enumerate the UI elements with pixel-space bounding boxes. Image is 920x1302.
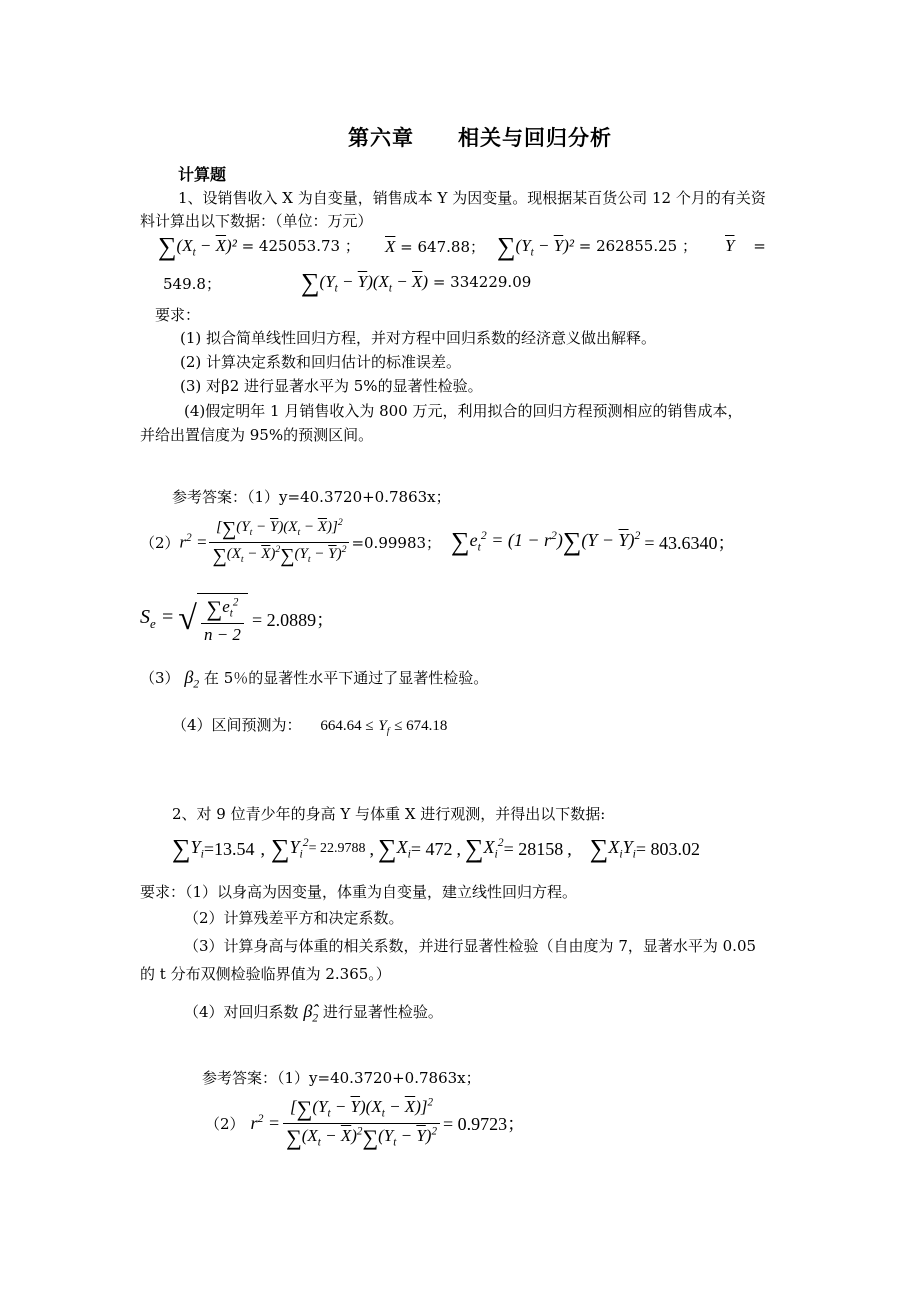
q2-req4: （4）对回归系数 $\betâ_2$ 进行显著性检验。 — [184, 1001, 443, 1025]
q2-req3-line2: 的 t 分布双侧检验临界值为 2.365。） — [140, 965, 391, 983]
page-title: 第六章 相关与回归分析 — [348, 126, 612, 150]
q1-req4-line1: (4)假定明年 1 月销售收入为 800 万元，利用拟合的回归方程预测相应的销售成本， — [184, 402, 743, 420]
q1-req2: (2) 计算决定系数和回归估计的标准误差。 — [180, 353, 462, 371]
q1-req1: (1) 拟合简单线性回归方程，并对方程中回归系数的经济意义做出解释。 — [180, 329, 657, 347]
section-heading: 计算题 — [178, 165, 227, 184]
q1-answer-3: （3） $\beta_2$ 在 5％的显著性水平下通过了显著性检验。 — [140, 667, 489, 691]
q1-intro-line2: 料计算出以下数据：（单位：万元） — [140, 212, 373, 230]
q1-answer-4: （4）区间预测为： $664.64 \le Y_f \le 674.18$ — [172, 716, 448, 737]
q2-req3-line1: （3）计算身高与体重的相关系数，并进行显著性检验（自由度为 7，显著水平为 0.05 — [184, 937, 757, 955]
q2-intro: 2、对 9 位青少年的身高 Y 与体重 X 进行观测，并得出以下数据: — [172, 805, 606, 823]
q2-answer-2: （2） $r^2$ = $\frac{[\sum(Y_t - \overline{Y})(X_t - \overline{X})]^2}{\sum(X_t - \overline{X})^2\sum(Y_t - \overline{Y})^2}$ = 0.9723； — [205, 1095, 526, 1150]
q1-answer-se: $S_e$ = √ $\frac{\sum e_t^2}{n - 2}$ = 2.0889； — [140, 588, 334, 650]
q1-xbar: $\overline{X} = 647.88$； — [385, 237, 485, 256]
q2-req2: （2）计算残差平方和决定系数。 — [184, 909, 404, 927]
q1-req3: (3) 对β2 进行显著水平为 5%的显著性检验。 — [180, 377, 483, 395]
q1-req-label: 要求： — [155, 306, 201, 324]
q1-data-line1: $\sum(X_t - \overline{X})^2 = 425053.73$ ； — [158, 232, 360, 261]
q1-answer-1: 参考答案：（1）y=40.3720+0.7863x； — [172, 488, 451, 506]
q1-intro-line1: 1、设销售收入 X 为自变量，销售成本 Y 为因变量。现根据某百货公司 12 个月的有关资 — [178, 189, 766, 207]
q2-req1: 要求：（1）以身高为因变量，体重为自变量，建立线性回归方程。 — [140, 883, 578, 901]
q1-sum-xy: $\sum(Y_t - \overline{Y})(X_t - \overline{X}) = 334229.09$ — [301, 268, 532, 297]
q2-answer-1: 参考答案：（1）y=40.3720+0.7863x； — [202, 1069, 481, 1087]
q1-sum-yy: $\sum(Y_t - \overline{Y})^2 = 262855.25$ ； — [497, 232, 697, 261]
q1-sum-xx: = 425053.73 ； — [241, 237, 360, 255]
q2-data-line: $\sum Y_i$ =13.54 , $\sum Y_i^2$ = 22.9788 , $\sum X_i$ = 472 , $\sum X_i^2$ = 28158 , $\sum X_iY_i$ = 803.02 — [172, 834, 700, 863]
q1-req4-line2: 并给出置信度为 95%的预测区间。 — [140, 426, 374, 444]
q1-ybar: $\overline{Y}$ = — [725, 236, 766, 255]
q1-ybar-value: 549.8； — [163, 275, 221, 293]
q1-answer-2: （2） $r^2$ = $\frac{[\sum(Y_t - \overline{Y})(X_t - \overline{X})]^2}{\sum(X_t - \overline{X})^2\sum(Y_t - \overline{Y})^2}$ =0.99983； $\sum e_t^2 = (1 - r^2)\sum(Y - \overline{Y})^2$ = 43.6340； — [140, 516, 736, 567]
